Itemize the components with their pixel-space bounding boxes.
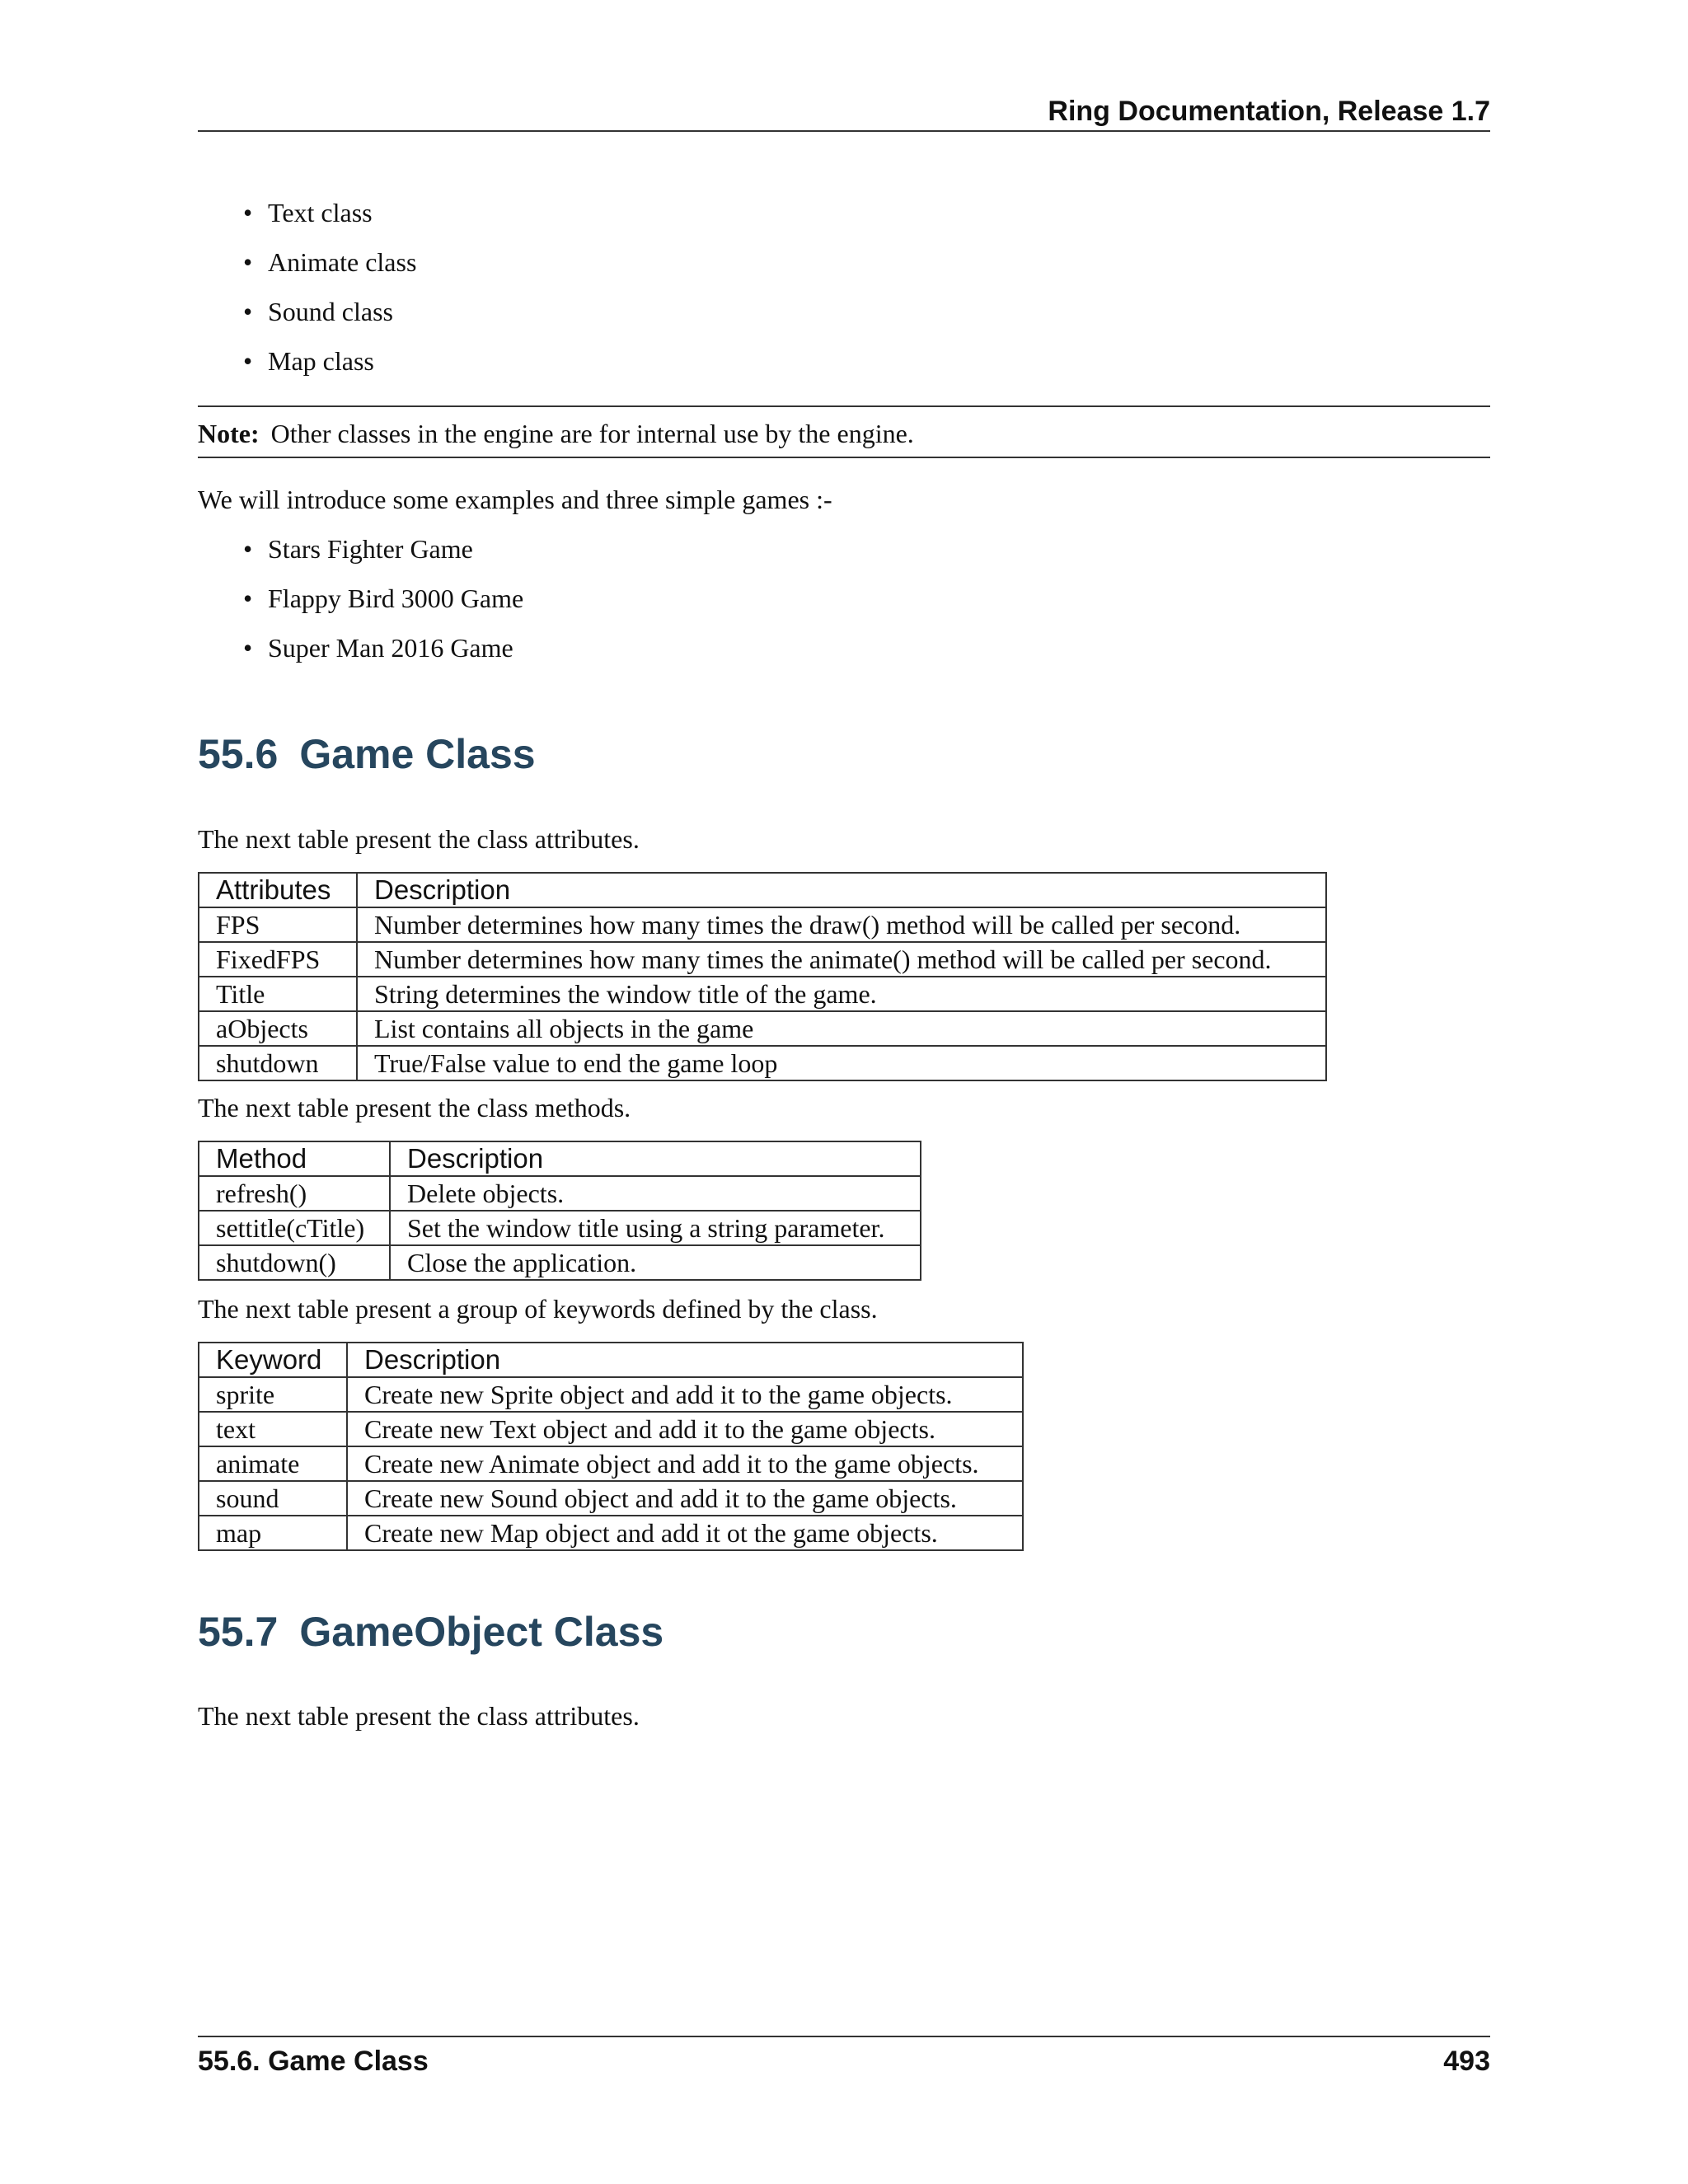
table-row: FPS Number determines how many times the draw() method will be called per second. (199, 907, 1326, 942)
table-row: Title String determines the window title of the game. (199, 977, 1326, 1011)
bullet-icon: • (243, 534, 253, 564)
table-row: map Create new Map object and add it ot the game objects. (199, 1516, 1023, 1550)
bullet-icon: • (243, 346, 253, 376)
column-header: Method (199, 1141, 390, 1176)
list-item: • Text class (243, 198, 373, 227)
methods-intro: The next table present the class methods. (198, 1093, 631, 1122)
list-item: • Flappy Bird 3000 Game (243, 583, 524, 613)
table-row: refresh() Delete objects. (199, 1176, 921, 1211)
column-header: Keyword (199, 1343, 347, 1377)
section-heading-gameobject-class: 55.7 GameObject Class (198, 1609, 664, 1655)
attributes-table (198, 872, 1327, 1081)
note-box (198, 405, 1490, 458)
column-header: Description (357, 873, 1326, 907)
games-list (243, 532, 523, 681)
bullet-icon: • (243, 583, 253, 613)
table-row: settitle(cTitle) Set the window title using a string parameter. (199, 1211, 921, 1245)
list-item: • Super Man 2016 Game (243, 633, 513, 663)
table-header-row (199, 1141, 921, 1176)
table-row: animate Create new Animate object and add it to the game objects. (199, 1446, 1023, 1481)
bullet-icon: • (243, 633, 253, 663)
table-row: sound Create new Sound object and add it to the game objects. (199, 1481, 1023, 1516)
table-row: shutdown() Close the application. (199, 1245, 921, 1280)
table-header-row (199, 873, 1326, 907)
table-row: sprite Create new Sprite object and add it to the game objects. (199, 1377, 1023, 1412)
keywords-table (198, 1342, 1024, 1551)
list-item: • Map class (243, 346, 374, 376)
table-row: aObjects List contains all objects in the game (199, 1011, 1326, 1046)
list-item: • Animate class (243, 247, 417, 277)
keywords-intro: The next table present a group of keywords defined by the class. (198, 1294, 878, 1324)
table-row: FixedFPS Number determines how many times the animate() method will be called per second. (199, 942, 1326, 977)
bullet-icon: • (243, 297, 253, 326)
page-number: 493 (1443, 2046, 1490, 2077)
column-header: Attributes (199, 873, 357, 907)
intro-paragraph: We will introduce some examples and three simple games :- (198, 485, 832, 514)
list-item: • Stars Fighter Game (243, 534, 473, 564)
column-header: Description (390, 1141, 921, 1176)
note-label: Note: (198, 419, 260, 448)
class-list (243, 196, 416, 394)
bullet-icon: • (243, 247, 253, 277)
table-header-row (199, 1343, 1023, 1377)
running-header: Ring Documentation, Release 1.7 (198, 92, 1490, 132)
list-item: • Sound class (243, 297, 393, 326)
methods-table (198, 1141, 921, 1281)
section-heading-game-class: 55.6 Game Class (198, 731, 536, 777)
running-footer (198, 2036, 1490, 2078)
footer-section-title: 55.6. Game Class (198, 2046, 429, 2077)
table-row: text Create new Text object and add it to the game objects. (199, 1412, 1023, 1446)
note-text: Other classes in the engine are for internal use by the engine. (270, 419, 914, 448)
column-header: Description (347, 1343, 1023, 1377)
document-page (198, 0, 1490, 2184)
table-row: shutdown True/False value to end the game loop (199, 1046, 1326, 1080)
attributes-intro: The next table present the class attributes. (198, 824, 640, 854)
gameobject-attributes-intro: The next table present the class attributes. (198, 1701, 640, 1731)
bullet-icon: • (243, 198, 253, 227)
